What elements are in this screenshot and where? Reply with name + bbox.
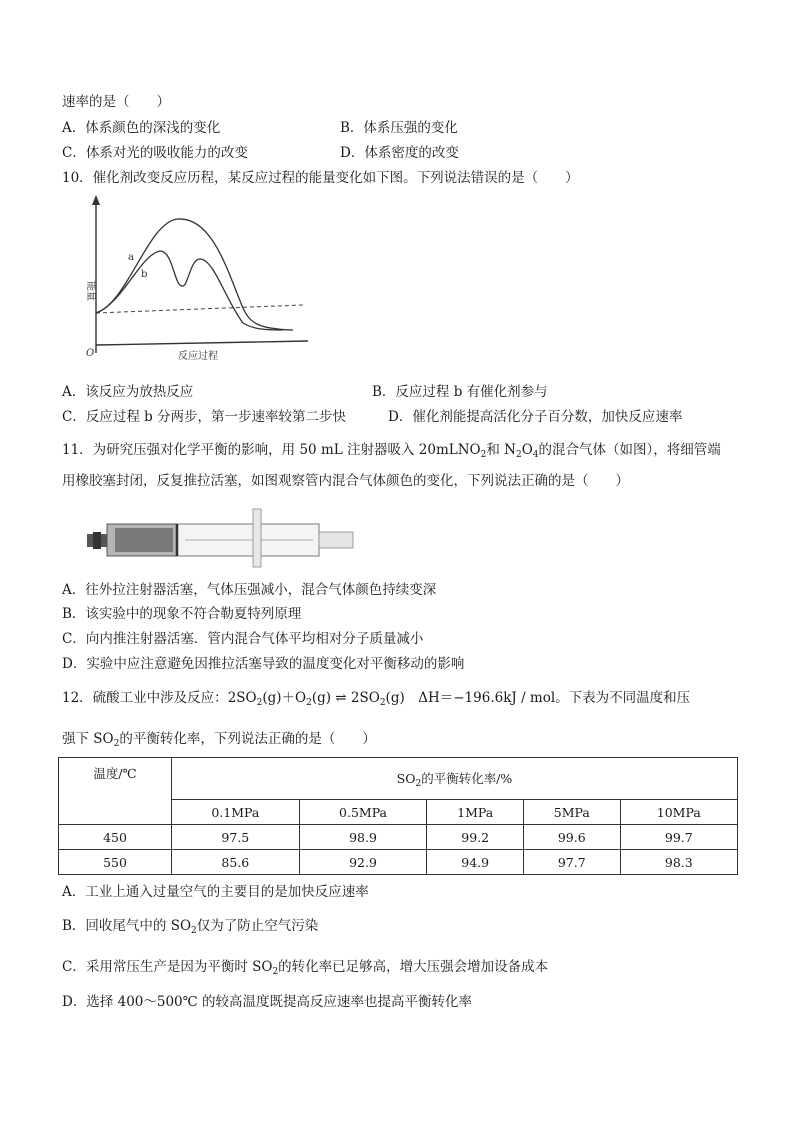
value-cell: 98.9	[299, 825, 427, 850]
q11-option-c: C．向内推注射器活塞．管内混合气体平均相对分子质量减小	[62, 631, 424, 647]
equilibrium-arrow: ⇌	[335, 690, 347, 706]
xlabel: 反应过程	[178, 351, 218, 362]
q12-stem-line2: 强下 $SO_2$的平衡转化率，下列说法正确的是（ ）	[62, 731, 376, 749]
table-row	[59, 850, 738, 875]
curve-b	[96, 251, 283, 330]
q9-stem: 速率的是（ ）	[62, 94, 170, 110]
energy-diagram	[78, 193, 318, 363]
origin-label: O	[86, 348, 95, 359]
table-group-header: $SO_2$的平衡转化率/%	[172, 758, 738, 800]
table-corner-header: 温度/℃	[59, 758, 172, 825]
table-row	[59, 825, 738, 850]
q12-option-d: D．选择 400～500℃ 的较高温度既提高反应速率也提高平衡转化率	[62, 994, 473, 1010]
q9-option-d: D．体系密度的改变	[340, 145, 459, 161]
value-cell: 98.3	[620, 850, 737, 875]
q9-option-a: A．体系颜色的深浅的变化	[62, 120, 221, 136]
q11-option-b: B．该实验中的现象不符合勒夏特列原理	[62, 606, 302, 622]
q9-option-b: B．体系压强的变化	[340, 120, 458, 136]
curve-b-label: b	[141, 269, 148, 280]
q11-option-a: A．往外拉注射器活塞，气体压强减小，混合气体颜色持续变深	[62, 582, 437, 598]
q12-option-b: B．回收尾气中的 $SO_2$仅为了防止空气污染	[62, 918, 319, 936]
x-axis	[96, 341, 308, 345]
syringe-image	[85, 505, 355, 570]
temp-cell: 450	[59, 825, 172, 850]
q11-option-d: D．实验中应注意避免因推拉活塞导致的温度变化对平衡移动的影响	[62, 656, 465, 672]
value-cell: 94.9	[427, 850, 524, 875]
q10-option-c: C．反应过程 b 分两步，第一步速率较第二步快	[62, 409, 347, 425]
ylabel: 能量	[85, 281, 96, 301]
value-cell: 99.6	[523, 825, 620, 850]
value-cell: 97.7	[523, 850, 620, 875]
value-cell: 92.9	[299, 850, 427, 875]
q10-stem: 10．催化剂改变反应历程，某反应过程的能量变化如下图。下列说法错误的是（ ）	[62, 170, 579, 186]
curve-a	[96, 219, 293, 330]
value-cell: 97.5	[172, 825, 300, 850]
value-cell: 99.7	[620, 825, 737, 850]
value-cell: 99.2	[427, 825, 524, 850]
q10-option-d: D．催化剂能提高活化分子百分数，加快反应速率	[388, 409, 683, 425]
reaction-equation: $2SO_2(g)+O_2(g)$ ⇌ $2SO_2(g)$ ΔH＝−196.6kJ / mol	[227, 690, 556, 708]
pressure-header: 5MPa	[523, 800, 620, 825]
curve-a-label: a	[128, 252, 134, 263]
q10-option-a: A．该反应为放热反应	[62, 384, 194, 400]
value-cell: 85.6	[172, 850, 300, 875]
pressure-header: 10MPa	[620, 800, 737, 825]
q12-option-c: C．采用常压生产是因为平衡时 $SO_2$的转化率已足够高，增大压强会增加设备成本	[62, 959, 549, 977]
y-axis-arrow	[92, 195, 100, 205]
conversion-table	[58, 757, 738, 875]
temp-cell: 550	[59, 850, 172, 875]
q11-stem-line1: 11．为研究压强对化学平衡的影响，用 50 mL 注射器吸入 20mLNO$_2$和 $N_2O_4$的混合气体（如图），将细管端	[62, 442, 721, 460]
pressure-header: 0.5MPa	[299, 800, 427, 825]
q9-option-c: C．体系对光的吸收能力的改变	[62, 145, 248, 161]
q12-option-a: A．工业上通入过量空气的主要目的是加快反应速率	[62, 884, 369, 900]
q11-stem-line2: 用橡胶塞封闭，反复推拉活塞，如图观察管内混合气体颜色的变化，下列说法正确的是（ ）	[62, 473, 629, 489]
pressure-header: 1MPa	[427, 800, 524, 825]
pressure-header: 0.1MPa	[172, 800, 300, 825]
product-level-dashed	[96, 305, 303, 313]
q10-option-b: B．反应过程 b 有催化剂参与	[372, 384, 548, 400]
q12-stem-line1: 12．硫酸工业中涉及反应：$2SO_2(g)+O_2(g)$ ⇌ $2SO_2(g)$ ΔH＝−196.6kJ / mol。下表为不同温度和压	[62, 690, 691, 708]
